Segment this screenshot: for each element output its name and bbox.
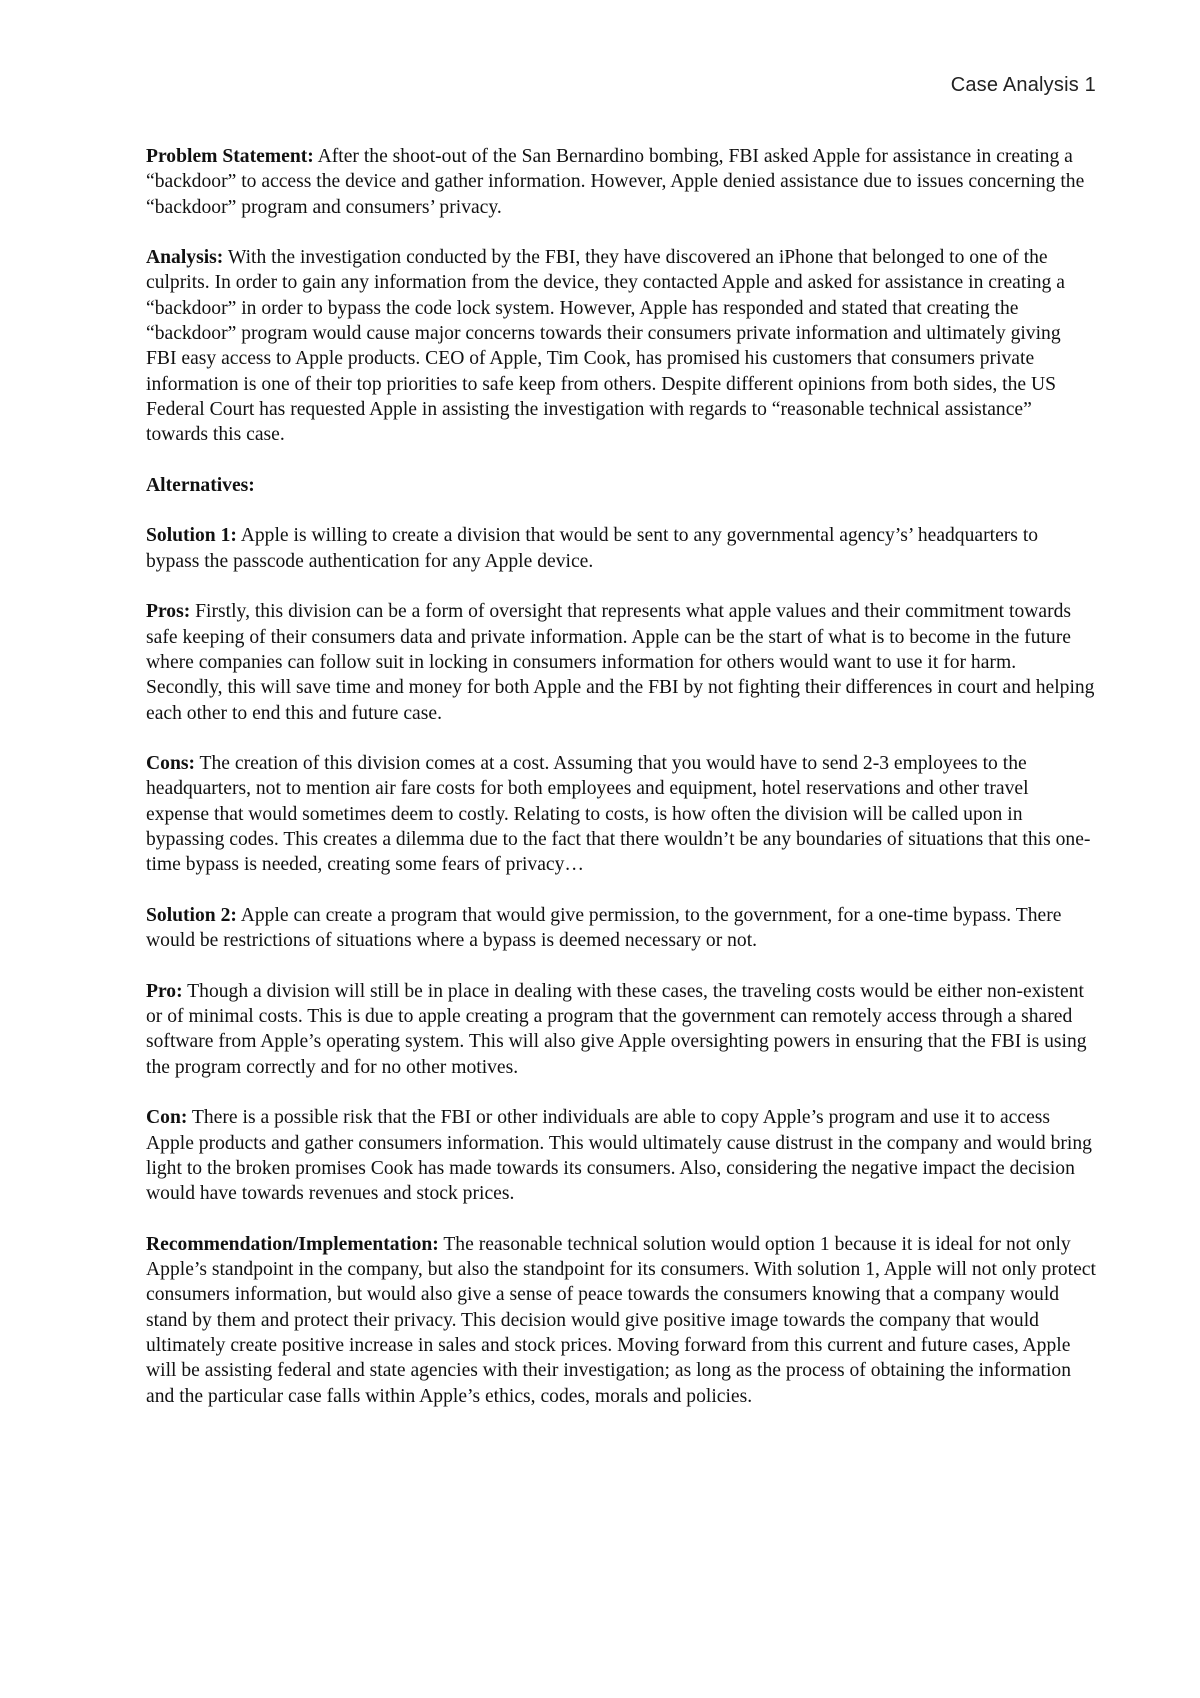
paragraph-analysis [146,245,1096,447]
paragraph-text: The reasonable technical solution would option 1 because it is ideal for not only Apple’s standpoint in the company, but also the standpoint for its consumers. With solution 1, Apple will not only protect consumers information, but would also give a sense of peace towards the consumers knowing that a company would stand by them and protect their privacy. This decision would give positive image towards the company that would ultimately create positive increase in sales and stock prices. Moving forward from this current and future cases, Apple will be assisting federal and state agencies with their investigation; as long as the process of obtaining the information and the particular case falls within Apple’s ethics, codes, morals and policies. [146,1233,1096,1407]
paragraph-label: Pro: [146,980,183,1002]
section-heading: Alternatives: [146,474,255,496]
paragraph-label: Cons: [146,753,195,775]
paragraph-text: With the investigation conducted by the FBI, they have discovered an iPhone that belonged to one of the culprits. In order to gain any information from the device, they contacted Apple and asked for assistance in creating a “backdoor” in order to bypass the code lock system. However, Apple has responded and stated that creating the “backdoor” program would cause major concerns towards their consumers private information and ultimately giving FBI easy access to Apple products. CEO of Apple, Tim Cook, has promised his customers that consumers private information is one of their top priorities to safe keep from others. Despite different opinions from both sides, the US Federal Court has requested Apple in assisting the investigation with regards to “reasonable technical assistance” towards this case. [146,247,1065,446]
paragraph-label: Analysis: [146,247,224,269]
document-body [146,144,1096,1434]
paragraph-pro [146,979,1096,1080]
paragraph-text: Though a division will still be in place in dealing with these cases, the traveling costs would be either non-existent or of minimal costs. This is due to apple creating a program that the government can remotely access through a shared software from Apple’s operating system. This will also give Apple oversighting powers in ensuring that the FBI is using the program correctly and for no other motives. [146,980,1087,1078]
paragraph-text: The creation of this division comes at a cost. Assuming that you would have to send 2-3 employees to the headquarters, not to mention air fare costs for both employees and equipment, hotel reservations and other travel expense that would sometimes deem to costly. Relating to costs, is how often the division will be called upon in bypassing codes. This creates a dilemma due to the fact that there wouldn’t be any boundaries of situations that this one-time bypass is needed, creating some fears of privacy… [146,753,1091,876]
paragraph-label: Solution 2: [146,904,237,926]
paragraph-alternatives [146,473,1096,498]
paragraph-label: Pros: [146,601,191,623]
paragraph-con [146,1105,1096,1206]
page-header: Case Analysis 1 [950,74,1096,96]
paragraph-recommendation [146,1232,1096,1409]
paragraph-problem-statement [146,144,1096,220]
paragraph-text: There is a possible risk that the FBI or other individuals are able to copy Apple’s program and use it to access Apple products and gather consumers information. This would ultimately cause distrust in the company and would bring light to the broken promises Cook has made towards its consumers. Also, considering the negative impact the decision would have towards revenues and stock prices. [146,1107,1092,1205]
paragraph-text: Apple can create a program that would give permission, to the government, for a one-time bypass. There would be restrictions of situations where a bypass is deemed necessary or not. [146,904,1062,952]
paragraph-label: Solution 1: [146,525,237,547]
paragraph-label: Problem Statement: [146,146,314,167]
paragraph-solution-2 [146,903,1096,954]
paragraph-pros [146,599,1096,725]
paragraph-cons [146,751,1096,877]
paragraph-label: Recommendation/Implementation: [146,1233,439,1255]
paragraph-label: Con: [146,1107,188,1129]
paragraph-text: Apple is willing to create a division that would be sent to any governmental agency’s’ headquarters to bypass the passcode authentication for any Apple device. [146,525,1039,572]
paragraph-text: Firstly, this division can be a form of oversight that represents what apple values and their commitment towards safe keeping of their consumers data and private information. Apple can be the start of what is to become in the future where companies can follow suit in locking in consumers information for others would want to use it for harm. Secondly, this will save time and money for both Apple and the FBI by not fighting their differences in court and helping each other to end this and future case. [146,601,1095,724]
paragraph-solution-1 [146,523,1096,574]
paragraph-text: After the shoot-out of the San Bernardino bombing, FBI asked Apple for assistance in creating a “backdoor” to access the device and gather information. However, Apple denied assistance due to issues concerning the “backdoor” program and consumers’ privacy. [146,146,1085,218]
